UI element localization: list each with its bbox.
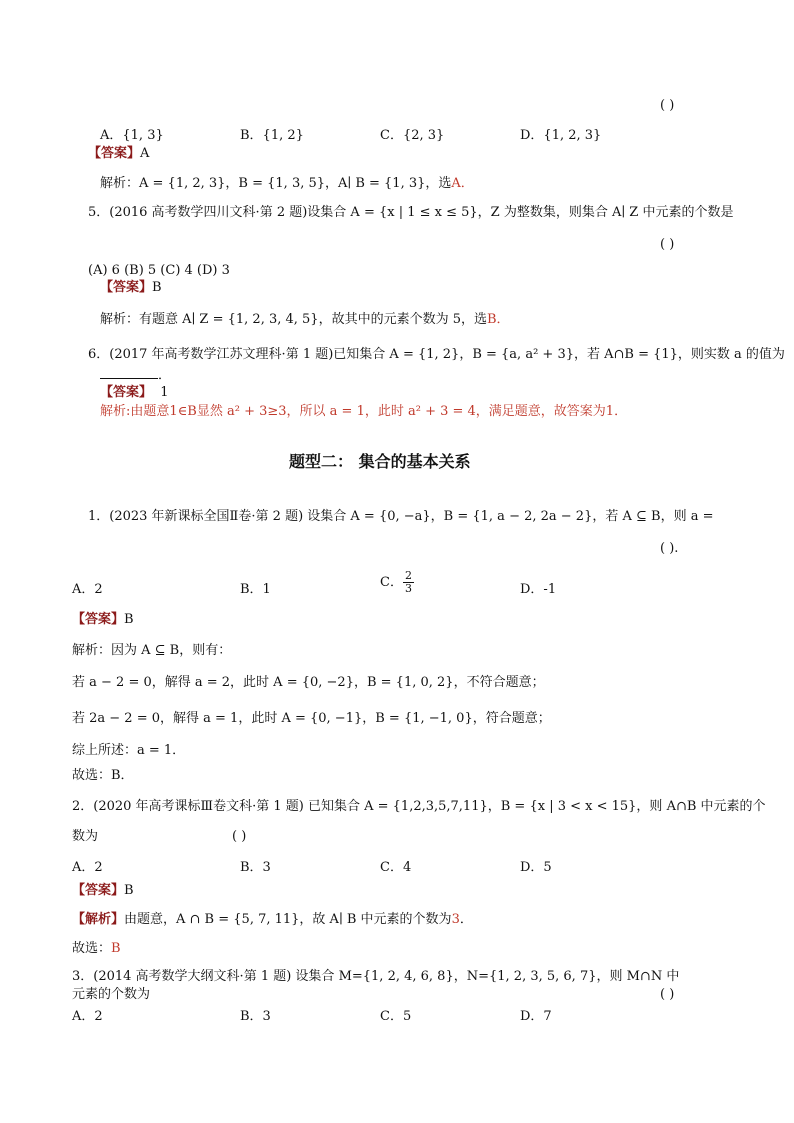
solution-text: 解析：有题意 A∣ Z = {1, 2, 3, 4, 5}，故其中的元素个数为 5，选	[100, 312, 487, 327]
option-b: B．3	[240, 1009, 271, 1024]
solution-highlight: 1∈B	[169, 404, 197, 419]
solution-text: 解析：A = {1, 2, 3}，B = {1, 3, 5}，A∣ B = {1, 3}，选	[100, 176, 452, 191]
fraction-numerator: 2	[404, 569, 412, 582]
solution-line	[72, 912, 473, 928]
answer-tag: 【答案】	[88, 146, 141, 161]
answer-value: B	[152, 280, 162, 295]
solution-line: 若 a − 2 = 0，解得 a = 2，此时 A = {0, −2}，B = {1, 0, 2}，不符合题意；	[72, 675, 545, 690]
option-d: D．5	[520, 860, 552, 875]
solution-line	[100, 404, 627, 420]
question-3-stem: 3．(2014 高考数学大纲文科·第 1 题) 设集合 M={1, 2, 4, 6, 8}，N={1, 2, 3, 5, 6, 7}，则 M∩N 中	[72, 969, 680, 984]
solution-end: 1．	[605, 404, 628, 419]
question-2-stem: 2．(2020 年高考课标Ⅲ卷文科·第 1 题) 已知集合 A = {1,2,3,5,7,11}，B = {x | 3 < x < 15}，则 A∩B 中元素的个	[72, 799, 766, 814]
solution-tag: 【解析】	[72, 912, 125, 927]
answer-line	[100, 280, 162, 296]
answer-paren: ( )	[660, 987, 675, 1002]
question-6-stem: 6．(2017 年高考数学江苏文理科·第 1 题)已知集合 A = {1, 2}，B = {a, a² + 3}，若 A∩B = {1}，则实数 a 的值为	[88, 347, 785, 362]
section-title: 题型二： 集合的基本关系	[289, 452, 471, 471]
answer-paren: ( )	[232, 829, 247, 844]
solution-line: 故选：B．	[72, 768, 134, 783]
solution-text: 由题意，A ∩ B = {5, 7, 11}，故 A∣ B 中元素的个数为	[124, 912, 452, 927]
answer-value: B	[124, 612, 134, 627]
solution-text: 故选：	[72, 941, 112, 956]
answer-paren: ( )	[660, 98, 675, 113]
solution-choice: A．	[451, 176, 474, 191]
option-d: D．7	[520, 1009, 552, 1024]
answer-line	[100, 385, 169, 401]
solution-end: ．	[459, 912, 473, 927]
option-c: C．{2, 3}	[380, 128, 445, 143]
answer-paren: ( ).	[660, 541, 679, 556]
answer-tag: 【答案】	[100, 385, 153, 400]
answer-value: 1	[160, 385, 169, 400]
solution-line: 综上所述：a = 1．	[72, 743, 186, 758]
solution-choice: B	[111, 941, 121, 956]
question-5-options: (A) 6 (B) 5 (C) 4 (D) 3	[88, 263, 230, 278]
solution-choice: B．	[487, 312, 510, 327]
solution-line	[100, 312, 510, 328]
question-5-stem: 5．(2016 高考数学四川文科·第 2 题)设集合 A = {x | 1 ≤ x ≤ 5}，Z 为整数集，则集合 A∣ Z 中元素的个数是	[88, 205, 734, 220]
question-1-stem: 1．(2023 年新课标全国Ⅱ卷·第 2 题) 设集合 A = {0, −a}，B = {1, a − 2, 2a − 2}，若 A ⊆ B，则 a =	[88, 509, 714, 524]
answer-blank	[100, 366, 158, 379]
option-d: D．-1	[520, 582, 557, 597]
option-a: A．2	[72, 860, 103, 875]
blank-end: ．	[158, 368, 172, 383]
fraction-denominator: 3	[404, 582, 412, 595]
answer-tag: 【答案】	[72, 883, 125, 898]
option-b: B．{1, 2}	[240, 128, 304, 143]
answer-line	[72, 883, 134, 899]
answer-value: B	[124, 883, 134, 898]
option-d: D．{1, 2, 3}	[520, 128, 602, 143]
solution-text: 解析:由题意	[100, 404, 170, 419]
option-c: C．5	[380, 1009, 412, 1024]
option-b: B．1	[240, 582, 271, 597]
option-a: A．{1, 3}	[100, 128, 164, 143]
solution-line: 解析：因为 A ⊆ B，则有：	[72, 643, 232, 658]
answer-paren: ( )	[660, 237, 675, 252]
solution-text: 显然 a² + 3≥3，所以 a = 1，此时 a² + 3 = 4，满足题意，故答案为	[196, 404, 606, 419]
answer-line	[88, 146, 149, 162]
option-c: C．4	[380, 860, 412, 875]
option-a: A．2	[72, 1009, 103, 1024]
answer-line	[72, 612, 134, 628]
option-c-label: C．	[380, 575, 403, 590]
solution-value: 3	[451, 912, 460, 927]
fraction	[403, 570, 414, 595]
solution-line: 若 2a − 2 = 0，解得 a = 1，此时 A = {0, −1}，B = {1, −1, 0}，符合题意；	[72, 711, 551, 726]
solution-line	[72, 941, 121, 957]
question-3-stem-cont: 元素的个数为	[72, 987, 151, 1002]
question-2-stem-cont: 数为	[72, 829, 99, 844]
answer-tag: 【答案】	[100, 280, 153, 295]
answer-blank-line	[100, 366, 171, 384]
option-a: A．2	[72, 582, 103, 597]
solution-line	[100, 176, 474, 192]
answer-tag: 【答案】	[72, 612, 125, 627]
option-c	[380, 570, 414, 595]
option-b: B．3	[240, 860, 271, 875]
answer-value: A	[140, 146, 150, 161]
